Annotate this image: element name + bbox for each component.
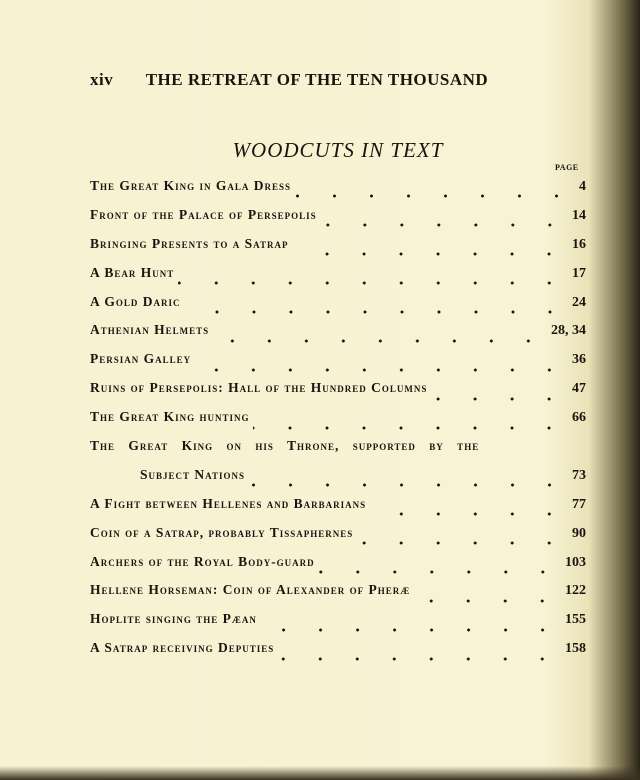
entry-title: The Great King on his Throne, supported by the (90, 438, 480, 454)
entry-page: 155 (565, 612, 586, 628)
dot-leader (431, 396, 568, 402)
entry-title: A Bear Hunt (90, 264, 175, 280)
dot-leader (357, 540, 568, 546)
dot-leader (414, 598, 561, 604)
entry-page: 122 (565, 583, 586, 599)
page-number: xiv (90, 70, 114, 89)
list-item (90, 380, 586, 409)
entry-title: A Satrap receiving Deputies (90, 640, 275, 656)
entry-title: The Great King in Gala Dress (90, 178, 291, 193)
entry-page: 28, 34 (551, 323, 586, 339)
dot-leader (195, 367, 568, 373)
entry-page: 90 (572, 525, 586, 541)
list-item (90, 554, 586, 583)
dot-leader (253, 425, 568, 431)
list-item (90, 207, 586, 236)
entry-page: 103 (565, 554, 586, 570)
entry-page: 17 (572, 265, 586, 281)
list-item (90, 582, 586, 611)
list-item (90, 467, 586, 496)
woodcut-list (90, 178, 586, 669)
entry-title: Ruins of Persepolis: Hall of the Hundred Columns (90, 380, 428, 396)
dot-leader (185, 309, 568, 315)
list-item (90, 178, 586, 207)
list-item (90, 236, 586, 265)
section-title: WOODCUTS IN TEXT (232, 138, 444, 162)
entry-title: Coin of a Satrap, probably Tissaphernes (90, 524, 354, 540)
dot-leader (370, 511, 568, 517)
list-item (90, 525, 586, 554)
entry-page: 16 (572, 236, 586, 252)
list-item (90, 294, 586, 323)
running-head (90, 70, 488, 90)
dot-leader (261, 627, 561, 633)
list-item (90, 640, 586, 669)
list-item (90, 611, 586, 640)
book-title: THE RETREAT OF THE TEN THOUSAND (145, 70, 489, 89)
dot-leader (295, 193, 575, 199)
entry-title: A Gold Daric (90, 293, 181, 309)
dot-leader (249, 482, 568, 488)
entry-page: 4 (579, 179, 586, 194)
list-item (90, 438, 586, 467)
entry-title: Hellene Horseman: Coin of Alexander of Pheræ (90, 582, 411, 598)
list-item (90, 265, 586, 294)
dot-leader (178, 280, 568, 286)
dot-leader (319, 569, 561, 575)
list-item (90, 409, 586, 438)
dot-leader (213, 338, 547, 344)
entry-page: 158 (565, 641, 586, 657)
entry-title: Persian Galley (90, 351, 192, 367)
list-item (90, 496, 586, 525)
entry-page: 66 (572, 410, 586, 426)
entry-title: Athenian Helmets (90, 322, 210, 338)
entry-page: 73 (572, 467, 586, 483)
entry-title: Hoplite singing the Pæan (90, 611, 257, 627)
entry-page: 24 (572, 294, 586, 310)
dot-leader (278, 656, 561, 662)
entry-title: The Great King hunting (90, 409, 250, 425)
page-column-label: PAGE (555, 163, 579, 172)
list-item (90, 322, 586, 351)
dot-leader (292, 251, 568, 257)
entry-title: A Fight between Hellenes and Barbarians (90, 495, 367, 511)
entry-title: Subject Nations (140, 466, 245, 482)
entry-title: Archers of the Royal Body-guard (90, 553, 315, 569)
entry-page: 14 (572, 207, 586, 223)
list-item (90, 351, 586, 380)
entry-title: Bringing Presents to a Satrap (90, 235, 289, 251)
dot-leader (321, 222, 568, 228)
page-shadow (0, 766, 640, 780)
entry-page: 77 (572, 496, 586, 512)
entry-title: Front of the Palace of Persepolis (90, 206, 317, 222)
entry-page: 47 (572, 381, 586, 397)
entry-page: 36 (572, 352, 586, 368)
